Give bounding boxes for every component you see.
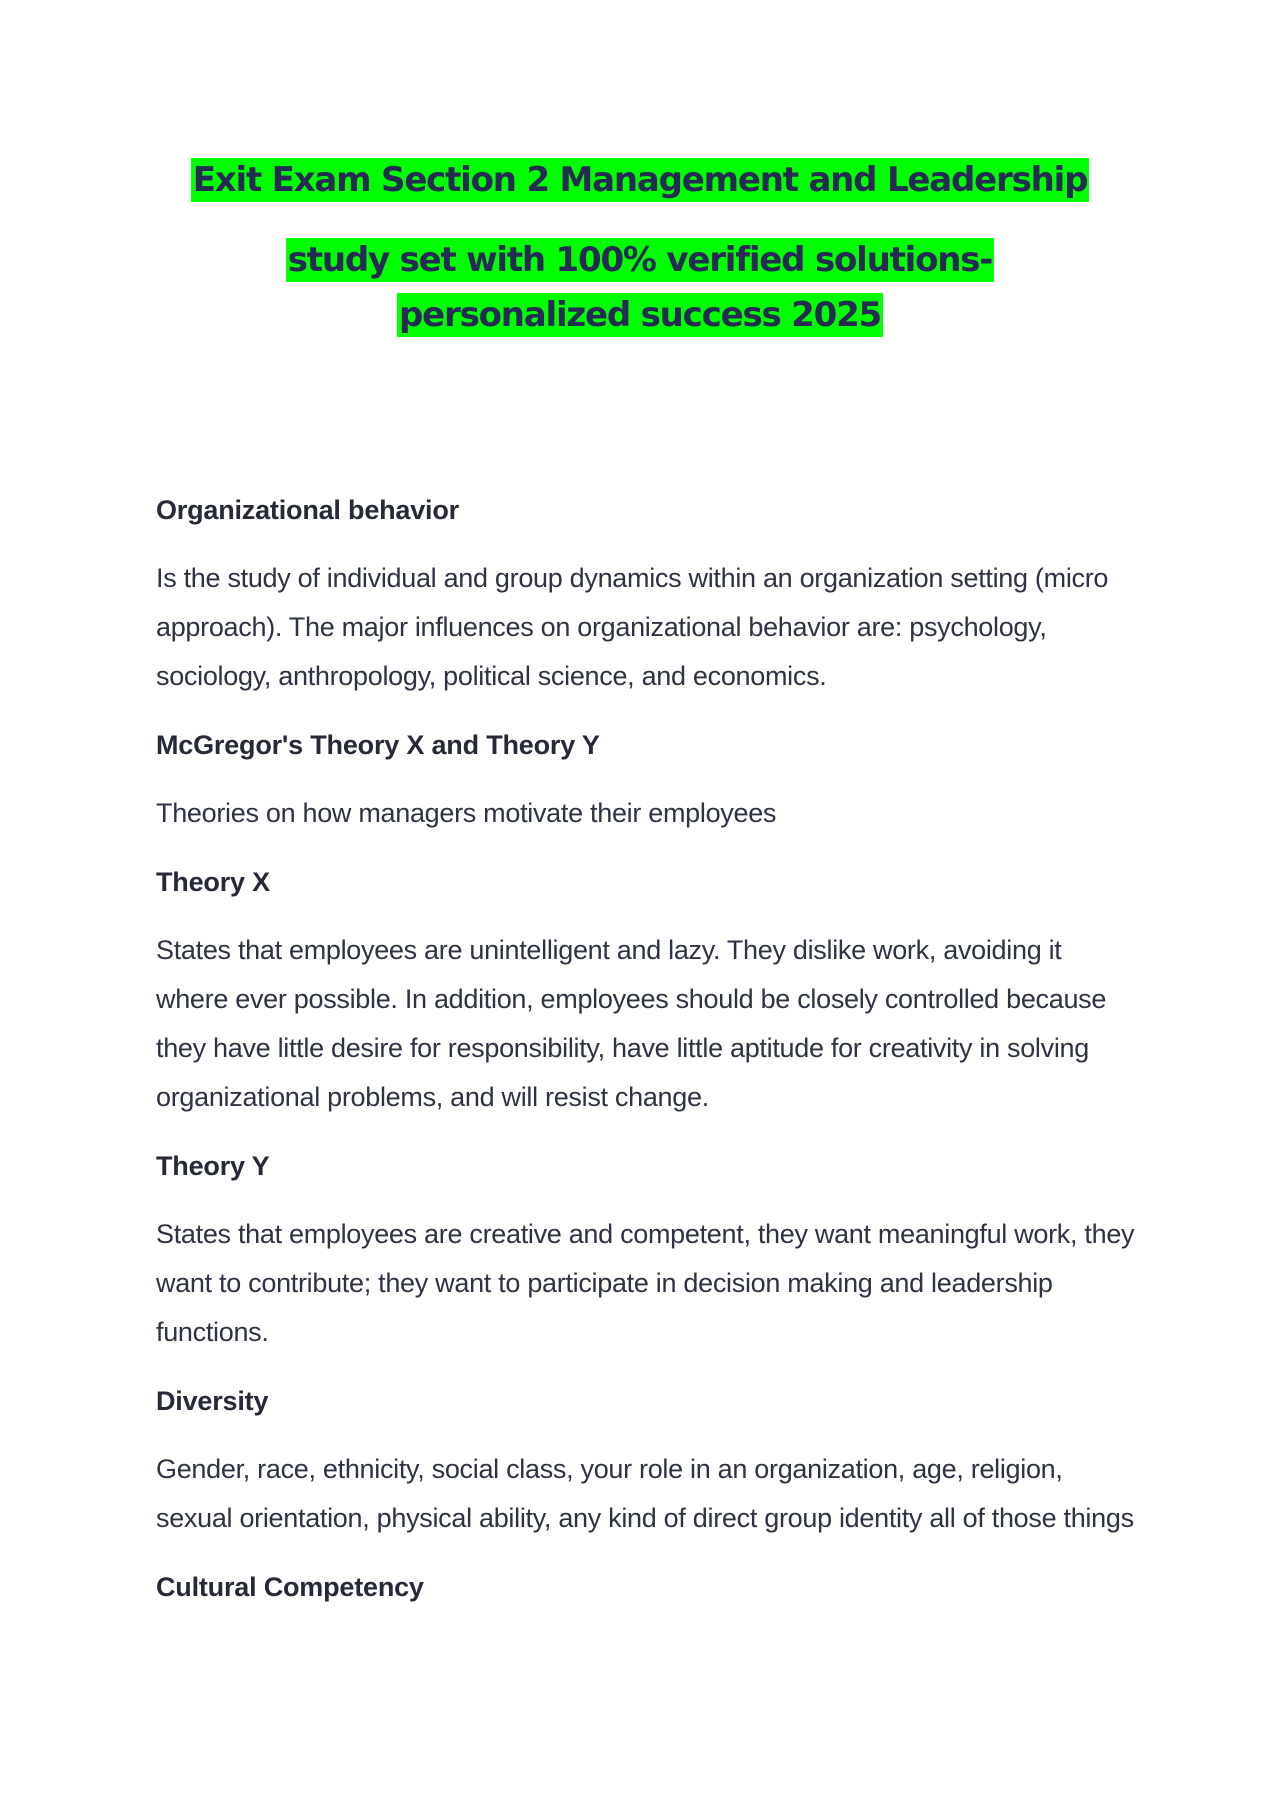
document-title-line-1-container: [0, 156, 1280, 204]
definition-organizational-behavior: Is the study of individual and group dynamics within an organization setting (micro approach). The major influences on organizational behavior are: psychology, sociology, anthropology, political science, and economics.: [156, 563, 1109, 691]
term-diversity: Diversity: [156, 1386, 269, 1416]
term-organizational-behavior: Organizational behavior: [156, 495, 459, 525]
definition-mcgregor-theory: Theories on how managers motivate their employees: [156, 798, 777, 828]
document-title-line-2: study set with 100% verified solutions-personalized success 2025: [287, 240, 993, 335]
definition-theory-x: States that employees are unintelligent and lazy. They dislike work, avoiding it where ever possible. In addition, employees should be closely controlled because they have little desire for responsibility, have little aptitude for creativity in solving organizational problems, and will resist change.: [156, 935, 1107, 1112]
term-theory-x: Theory X: [156, 867, 270, 897]
document-title-line-2-container: [175, 236, 1105, 346]
definition-theory-y: States that employees are creative and competent, they want meaningful work, they want to contribute; they want to participate in decision making and leadership functions.: [156, 1219, 1135, 1347]
document-title-line-1: Exit Exam Section 2 Management and Leadership: [192, 160, 1088, 200]
term-theory-y: Theory Y: [156, 1151, 270, 1181]
definition-diversity: Gender, race, ethnicity, social class, your role in an organization, age, religion, sexual orientation, physical ability, any kind of direct group identity all of those things: [156, 1454, 1134, 1533]
term-cultural-competency: Cultural Competency: [156, 1572, 424, 1602]
flashcard-list: [156, 490, 1136, 1607]
term-mcgregor-theory: McGregor's Theory X and Theory Y: [156, 730, 600, 760]
